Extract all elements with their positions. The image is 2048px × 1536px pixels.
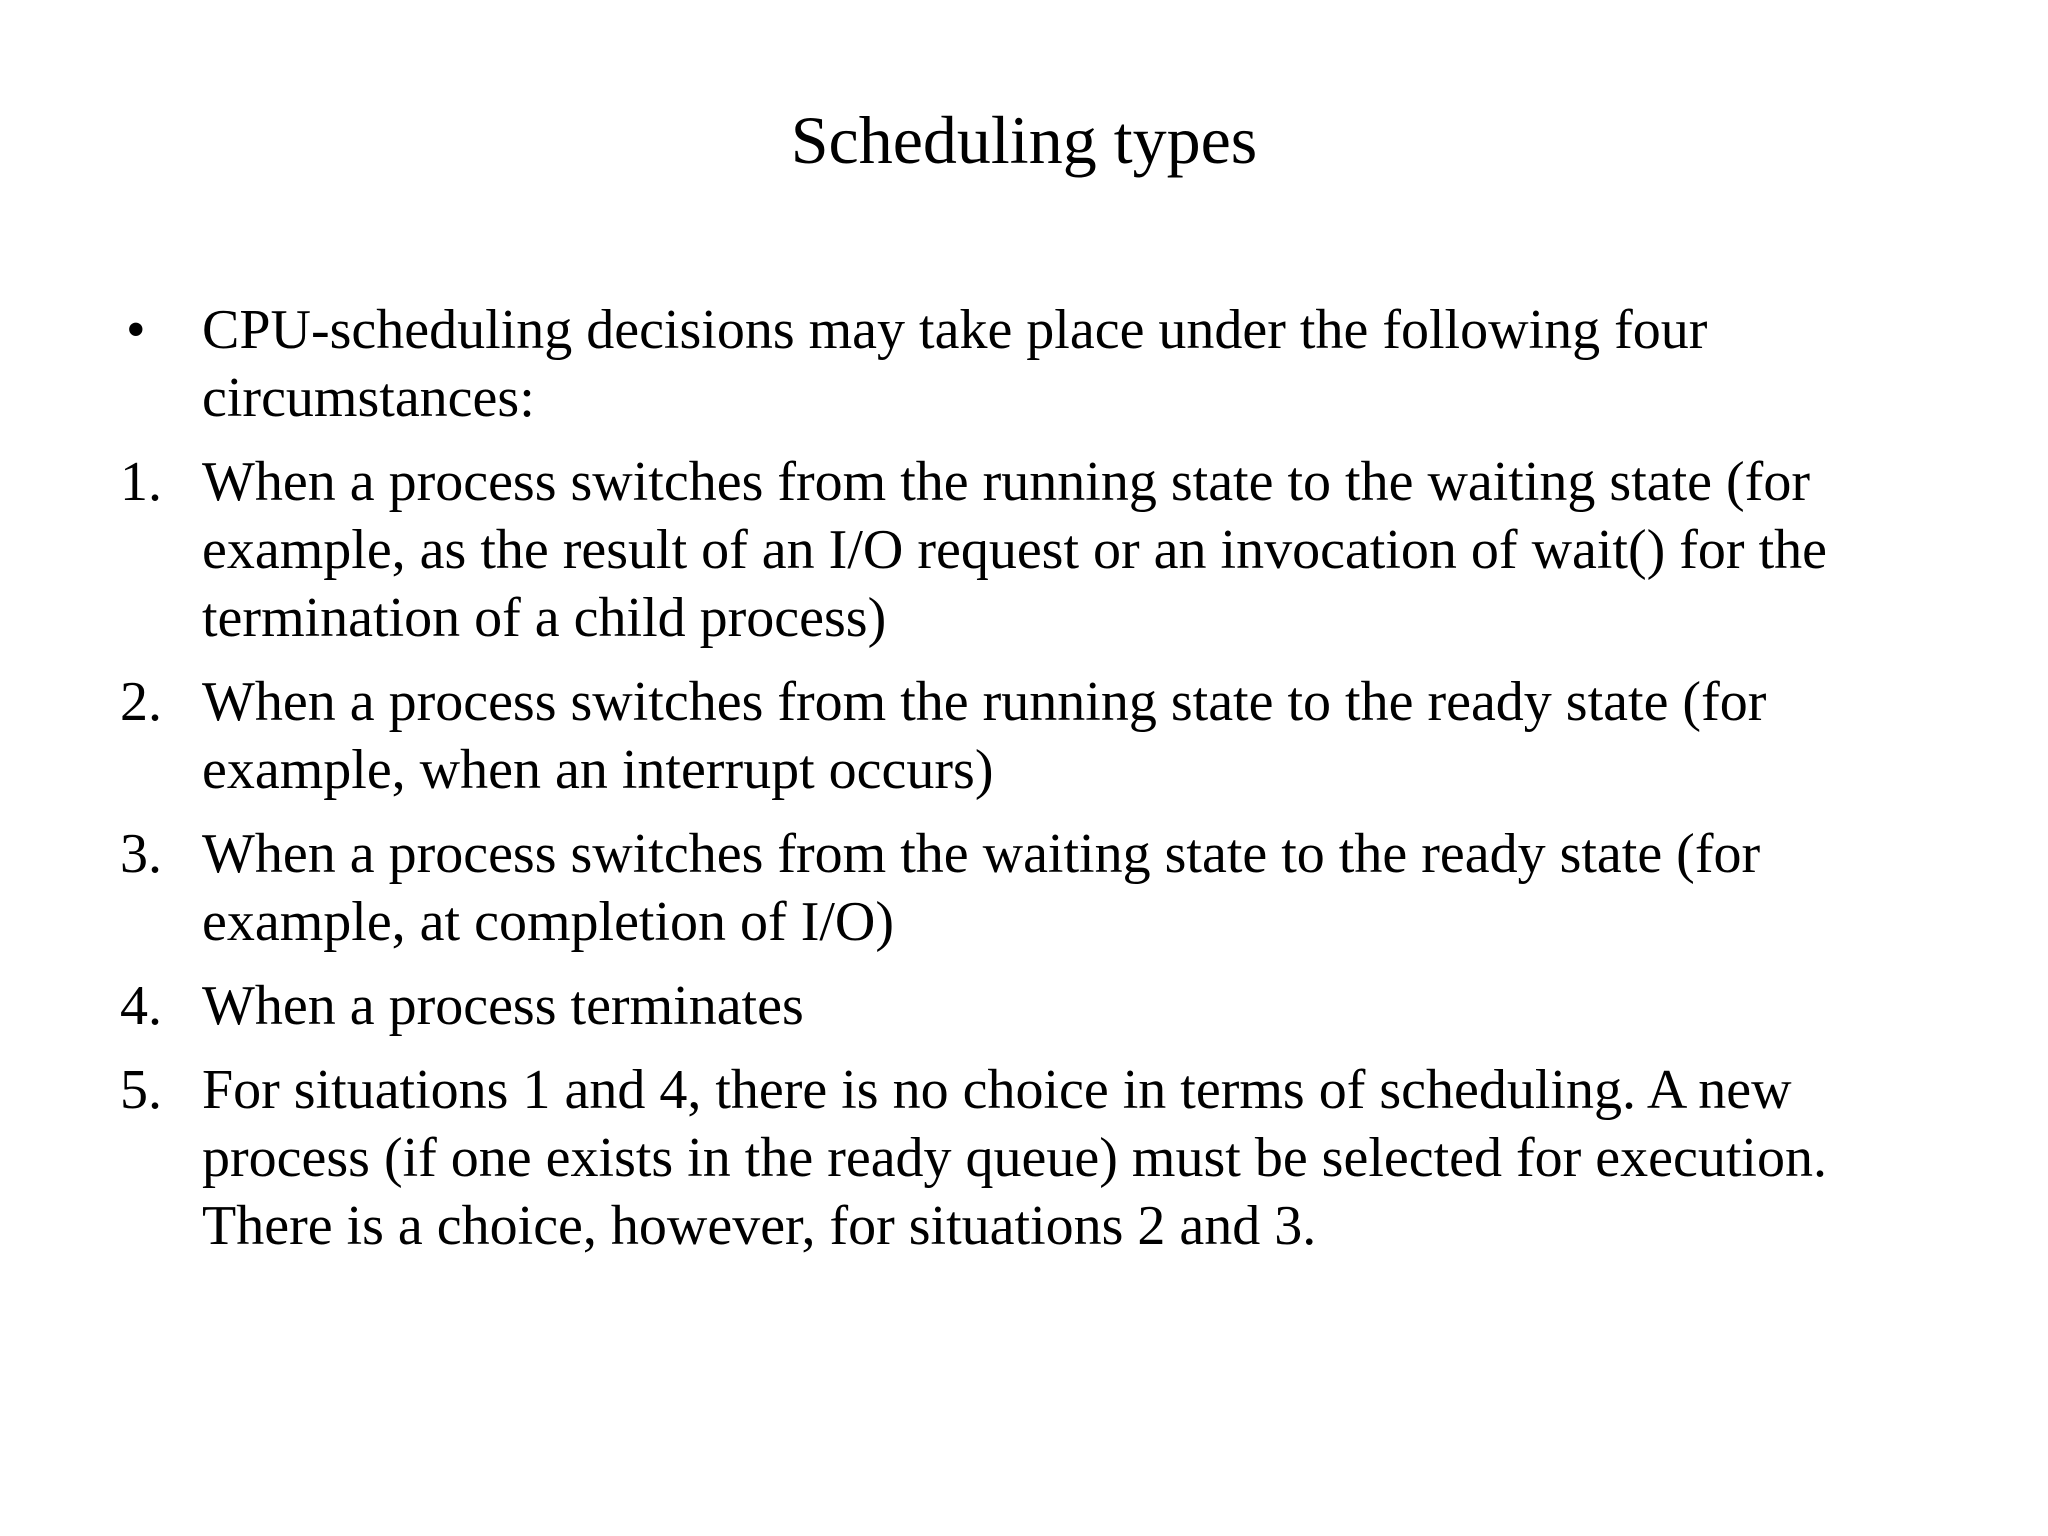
slide-content [120, 296, 1950, 1276]
list-number-3: 3. [120, 823, 162, 885]
list-number-5: 5. [120, 1059, 162, 1121]
list-number-1: 1. [120, 451, 162, 513]
list-item-3 [120, 820, 1950, 956]
list-item-5 [120, 1056, 1950, 1260]
list-text-3: When a process switches from the waiting state to the ready state (for example, at completion of I/O) [202, 823, 1761, 953]
list-text-1: When a process switches from the running state to the waiting state (for example, as the result of an I/O request or an invocation of wait() for the termination of a child process) [202, 451, 1827, 649]
list-number-2: 2. [120, 671, 162, 733]
list-text-2: When a process switches from the running state to the ready state (for example, when an interrupt occurs) [202, 671, 1767, 801]
slide-title: Scheduling types [790, 102, 1258, 178]
list-item-4 [120, 972, 1950, 1040]
list-text-5: For situations 1 and 4, there is no choice in terms of scheduling. A new process (if one exists in the ready queue) must be selected for execution. There is a choice, however, for situations 2 and 3. [202, 1059, 1827, 1257]
list-item-2 [120, 668, 1950, 804]
list-item-1 [120, 448, 1950, 652]
intro-bullet [120, 296, 1950, 432]
list-text-4: When a process terminates [202, 975, 804, 1037]
bullet-marker: • [126, 299, 146, 361]
list-number-4: 4. [120, 975, 162, 1037]
intro-text: CPU-scheduling decisions may take place under the following four circumstances: [202, 299, 1708, 429]
